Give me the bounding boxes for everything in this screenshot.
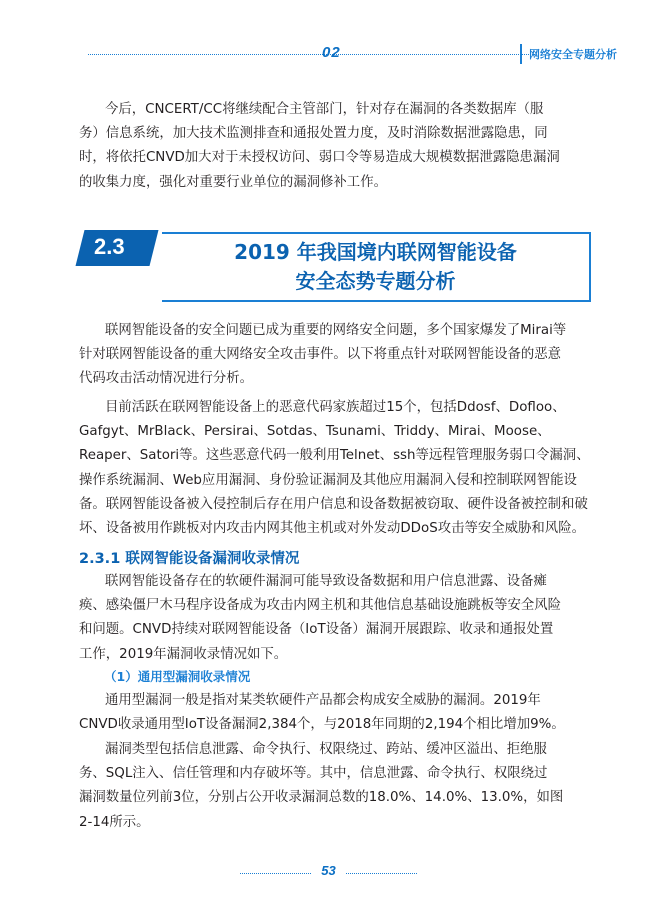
section-title — [162, 238, 589, 296]
page-number: 53 — [312, 863, 345, 878]
text-line: Reaper、Satori等。这些恶意代码一般利用Telnet、ssh等远程管理服务弱口令漏洞、 — [79, 448, 590, 464]
text-line: 工作，2019年漏洞收录情况如下。 — [79, 646, 288, 662]
subsubsection-paragraph — [79, 738, 593, 835]
header-rule — [88, 54, 535, 55]
text-line: 联网智能设备的安全问题已成为重要的网络安全问题，多个国家爆发了Mirai等 — [105, 323, 567, 338]
text-line: 痪、感染僵尸木马程序设备成为攻击内网主机和其他信息基础设施跳板等安全风险 — [79, 598, 562, 614]
text-line: 漏洞数量位列前3位，分别占公开收录漏洞总数的18.0%、14.0%、13.0%，如图 — [79, 790, 564, 806]
text-line: 时，将依托CNVD加大对于未授权访问、弱口令等易造成大规模数据泄露隐患漏洞 — [79, 150, 560, 166]
text-line: 和问题。CNVD持续对联网智能设备（IoT设备）漏洞开展跟踪、收录和通报处置 — [79, 622, 554, 638]
running-title: 网络安全专题分析 — [529, 48, 617, 61]
text-line: 代码攻击活动情况进行分析。 — [79, 371, 254, 387]
text-line: Gafgyt、MrBlack、Persirai、Sotdas、Tsunami、Triddy、Mirai、Moose、 — [79, 424, 551, 440]
text-line: CNVD收录通用型IoT设备漏洞2,384个，与2018年同期的2,194个相比增加9%。 — [79, 717, 565, 733]
section-title-line: 安全态势专题分析 — [295, 269, 456, 293]
chapter-number: 02 — [322, 44, 341, 61]
subsection-heading: 2.3.1 联网智能设备漏洞收录情况 — [79, 551, 300, 567]
text-line: 务）信息系统，加大技术监测排查和通报处置力度，及时消除数据泄露隐患，同 — [79, 126, 548, 142]
text-line: 漏洞类型包括信息泄露、命令执行、权限绕过、跨站、缓冲区溢出、拒绝服 — [105, 742, 547, 757]
text-line: 坏、设备被用作跳板对内攻击内网其他主机或对外发动DDoS攻击等安全威胁和风险。 — [79, 521, 585, 537]
text-line: 联网智能设备存在的软硬件漏洞可能导致设备数据和用户信息泄露、设备瘫 — [105, 574, 547, 589]
header-divider — [520, 44, 522, 64]
text-line: 通用型漏洞一般是指对某类软硬件产品都会构成安全威胁的漏洞。2019年 — [105, 693, 541, 708]
text-line: 目前活跃在联网智能设备上的恶意代码家族超过15个，包括Ddosf、Dofloo、 — [105, 400, 566, 415]
subsubsection-heading: （1）通用型漏洞收录情况 — [104, 669, 251, 684]
section-paragraph — [79, 319, 593, 392]
subsubsection-paragraph — [79, 689, 593, 737]
text-line: 备。联网智能设备被入侵控制后存在用户信息和设备数据被窃取、硬件设备被控制和破 — [79, 496, 588, 512]
text-line: 操作系统漏洞、Web应用漏洞、身份验证漏洞及其他应用漏洞入侵和控制联网智能设 — [79, 472, 577, 488]
text-line: 今后，CNCERT/CC将继续配合主管部门，针对存在漏洞的各类数据库（服 — [105, 102, 544, 117]
text-line: 务、SQL注入、信任管理和内存破坏等。其中，信息泄露、命令执行、权限绕过 — [79, 766, 548, 782]
section-title-line: 2019 年我国境内联网智能设备 — [234, 240, 517, 264]
intro-paragraph — [79, 98, 593, 195]
text-line: 2-14所示。 — [79, 814, 150, 830]
text-line: 的收集力度，强化对重要行业单位的漏洞修补工作。 — [79, 174, 387, 190]
section-paragraph — [79, 396, 593, 541]
text-line: 针对联网智能设备的重大网络安全攻击事件。以下将重点针对联网智能设备的恶意 — [79, 347, 562, 363]
section-number: 2.3 — [94, 234, 125, 259]
subsection-paragraph — [79, 570, 593, 667]
